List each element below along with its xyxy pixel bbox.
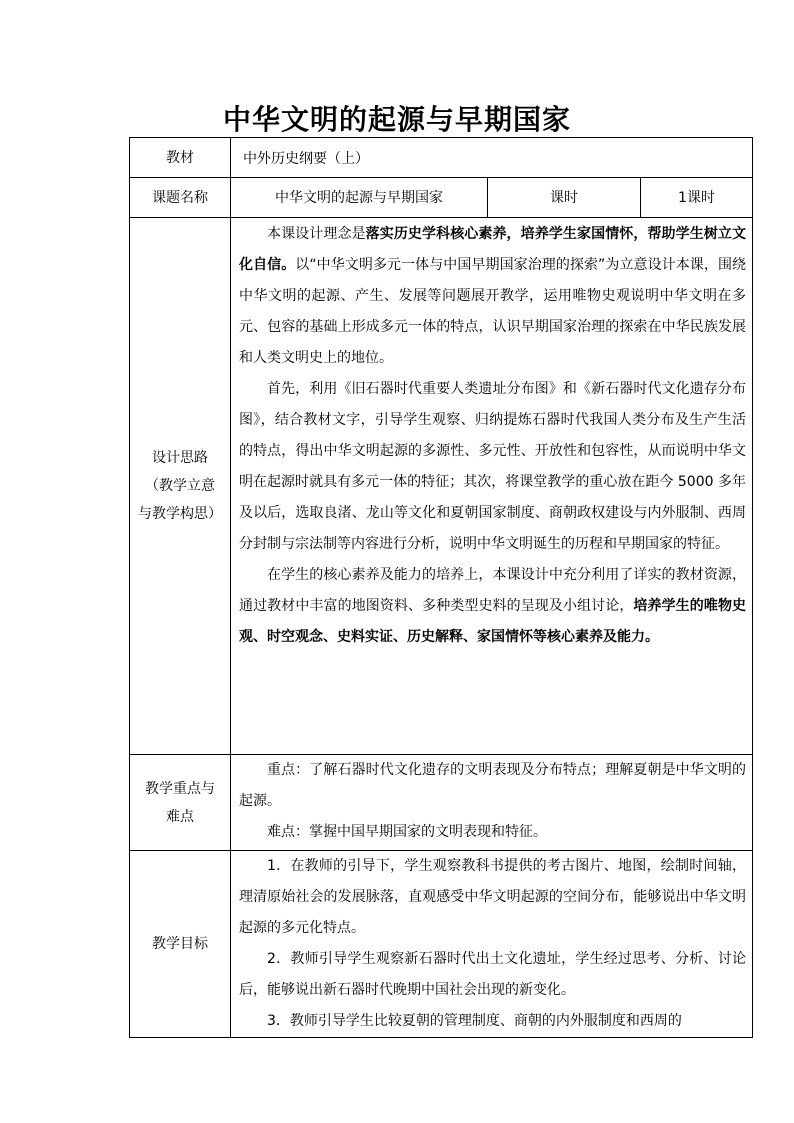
design-paragraph-1: [231, 219, 752, 374]
key-content: [231, 755, 753, 851]
textbook-label: 教材: [130, 138, 231, 178]
design-p1-text-b: 以“中华文明多元一体与中国早期国家治理的探索”为立意设计本课，围绕中华文明的起源、产生、发展等问题展开教学，运用唯物史观说明中华文明在多元、包容的基础上形成多元一体的特点，认识早期国家治理的探索在中华民族发展和人类文明史上的地位。: [239, 257, 747, 366]
design-p1-text-a: 本课设计理念是: [267, 226, 366, 242]
table-row-topic: [130, 178, 753, 218]
table-row-textbook: [130, 138, 753, 178]
design-p1-bold: 落实历史学科核心素养，培养学生家国情怀，帮助学生树立文化自信。: [239, 226, 747, 273]
topic-value: 中华文明的起源与早期国家: [231, 178, 488, 218]
goal-item-3: 3．教师引导学生比较夏朝的管理制度、商朝的内外服制度和西周的: [267, 1013, 682, 1029]
goal-item-1: 1．在教师的引导下，学生观察教科书提供的考古图片、地图，绘制时间轴，理清原始社会的发展脉落，直观感受中华文明起源的空间分布，能够说出中华文明起源的多元化特点。: [239, 858, 747, 936]
design-content: [231, 218, 753, 755]
goals-content: [231, 851, 753, 1038]
key-paragraph-2: 难点：掌握中国早期国家的文明表现和特征。: [267, 824, 547, 840]
design-paragraph-2: 首先，利用《旧石器时代重要人类遗址分布图》和《新石器时代文化遗存分布图》，结合教材文字，引导学生观察、归纳提炼石器时代我国人类分布及生产生活的特点，得出中华文明起源的多源性、多元性、开放性和包容性，从而说明中华文明在起源时就具有多元一体的特征；其次，将课堂教学的重心放在距今 5000 多年及以后，选取良渚、龙山等文化和夏朝国家制度、商朝政权建设与内外服制、西周分封制与宗法制等内容进行分析，说明中华文明诞生的历程和早期国家的特征。: [239, 381, 747, 552]
design-p3-bold: 培养学生的唯物史观、时空观念、史料实证、历史解释、家国情怀等核心素养及能力。: [239, 598, 747, 645]
design-label: [130, 218, 231, 755]
key-paragraph-1: 重点：了解石器时代文化遗存的文明表现及分布特点；理解夏朝是中华文明的起源。: [239, 762, 747, 809]
topic-label: 课题名称: [130, 178, 231, 218]
key-label-line1: 教学重点与: [145, 780, 215, 797]
hours-label: 课时: [488, 178, 641, 218]
textbook-value: 中外历史纲要（上）: [231, 138, 753, 178]
design-paragraph-3: [231, 560, 752, 653]
key-label: [130, 755, 231, 851]
page-title: 中华文明的起源与早期国家: [222, 103, 571, 136]
table-row-design: [130, 218, 753, 755]
design-label-line1: 设计思路: [152, 450, 208, 466]
key-label-line2: 难点: [166, 808, 194, 825]
table-row-goals: [130, 851, 753, 1038]
goal-item-2: 2．教师引导学生观察新石器时代出土文化遗址，学生经过思考、分析、讨论后，能够说出新石器时代晚期中国社会出现的新变化。: [239, 951, 747, 998]
design-label-line2: （教学立意: [145, 478, 215, 494]
goals-label: 教学目标: [130, 851, 231, 1038]
design-p3-text-a: 在学生的核心素养及能力的培养上，本课设计中充分利用了详实的教材资源，通过教材中丰富的地图资料、多种类型史料的呈现及小组讨论，: [239, 567, 747, 614]
design-label-line3: 与教学构思）: [138, 506, 222, 522]
lesson-plan-table: [129, 137, 753, 1038]
hours-value: 1课时: [641, 178, 753, 218]
table-row-key-points: [130, 755, 753, 851]
